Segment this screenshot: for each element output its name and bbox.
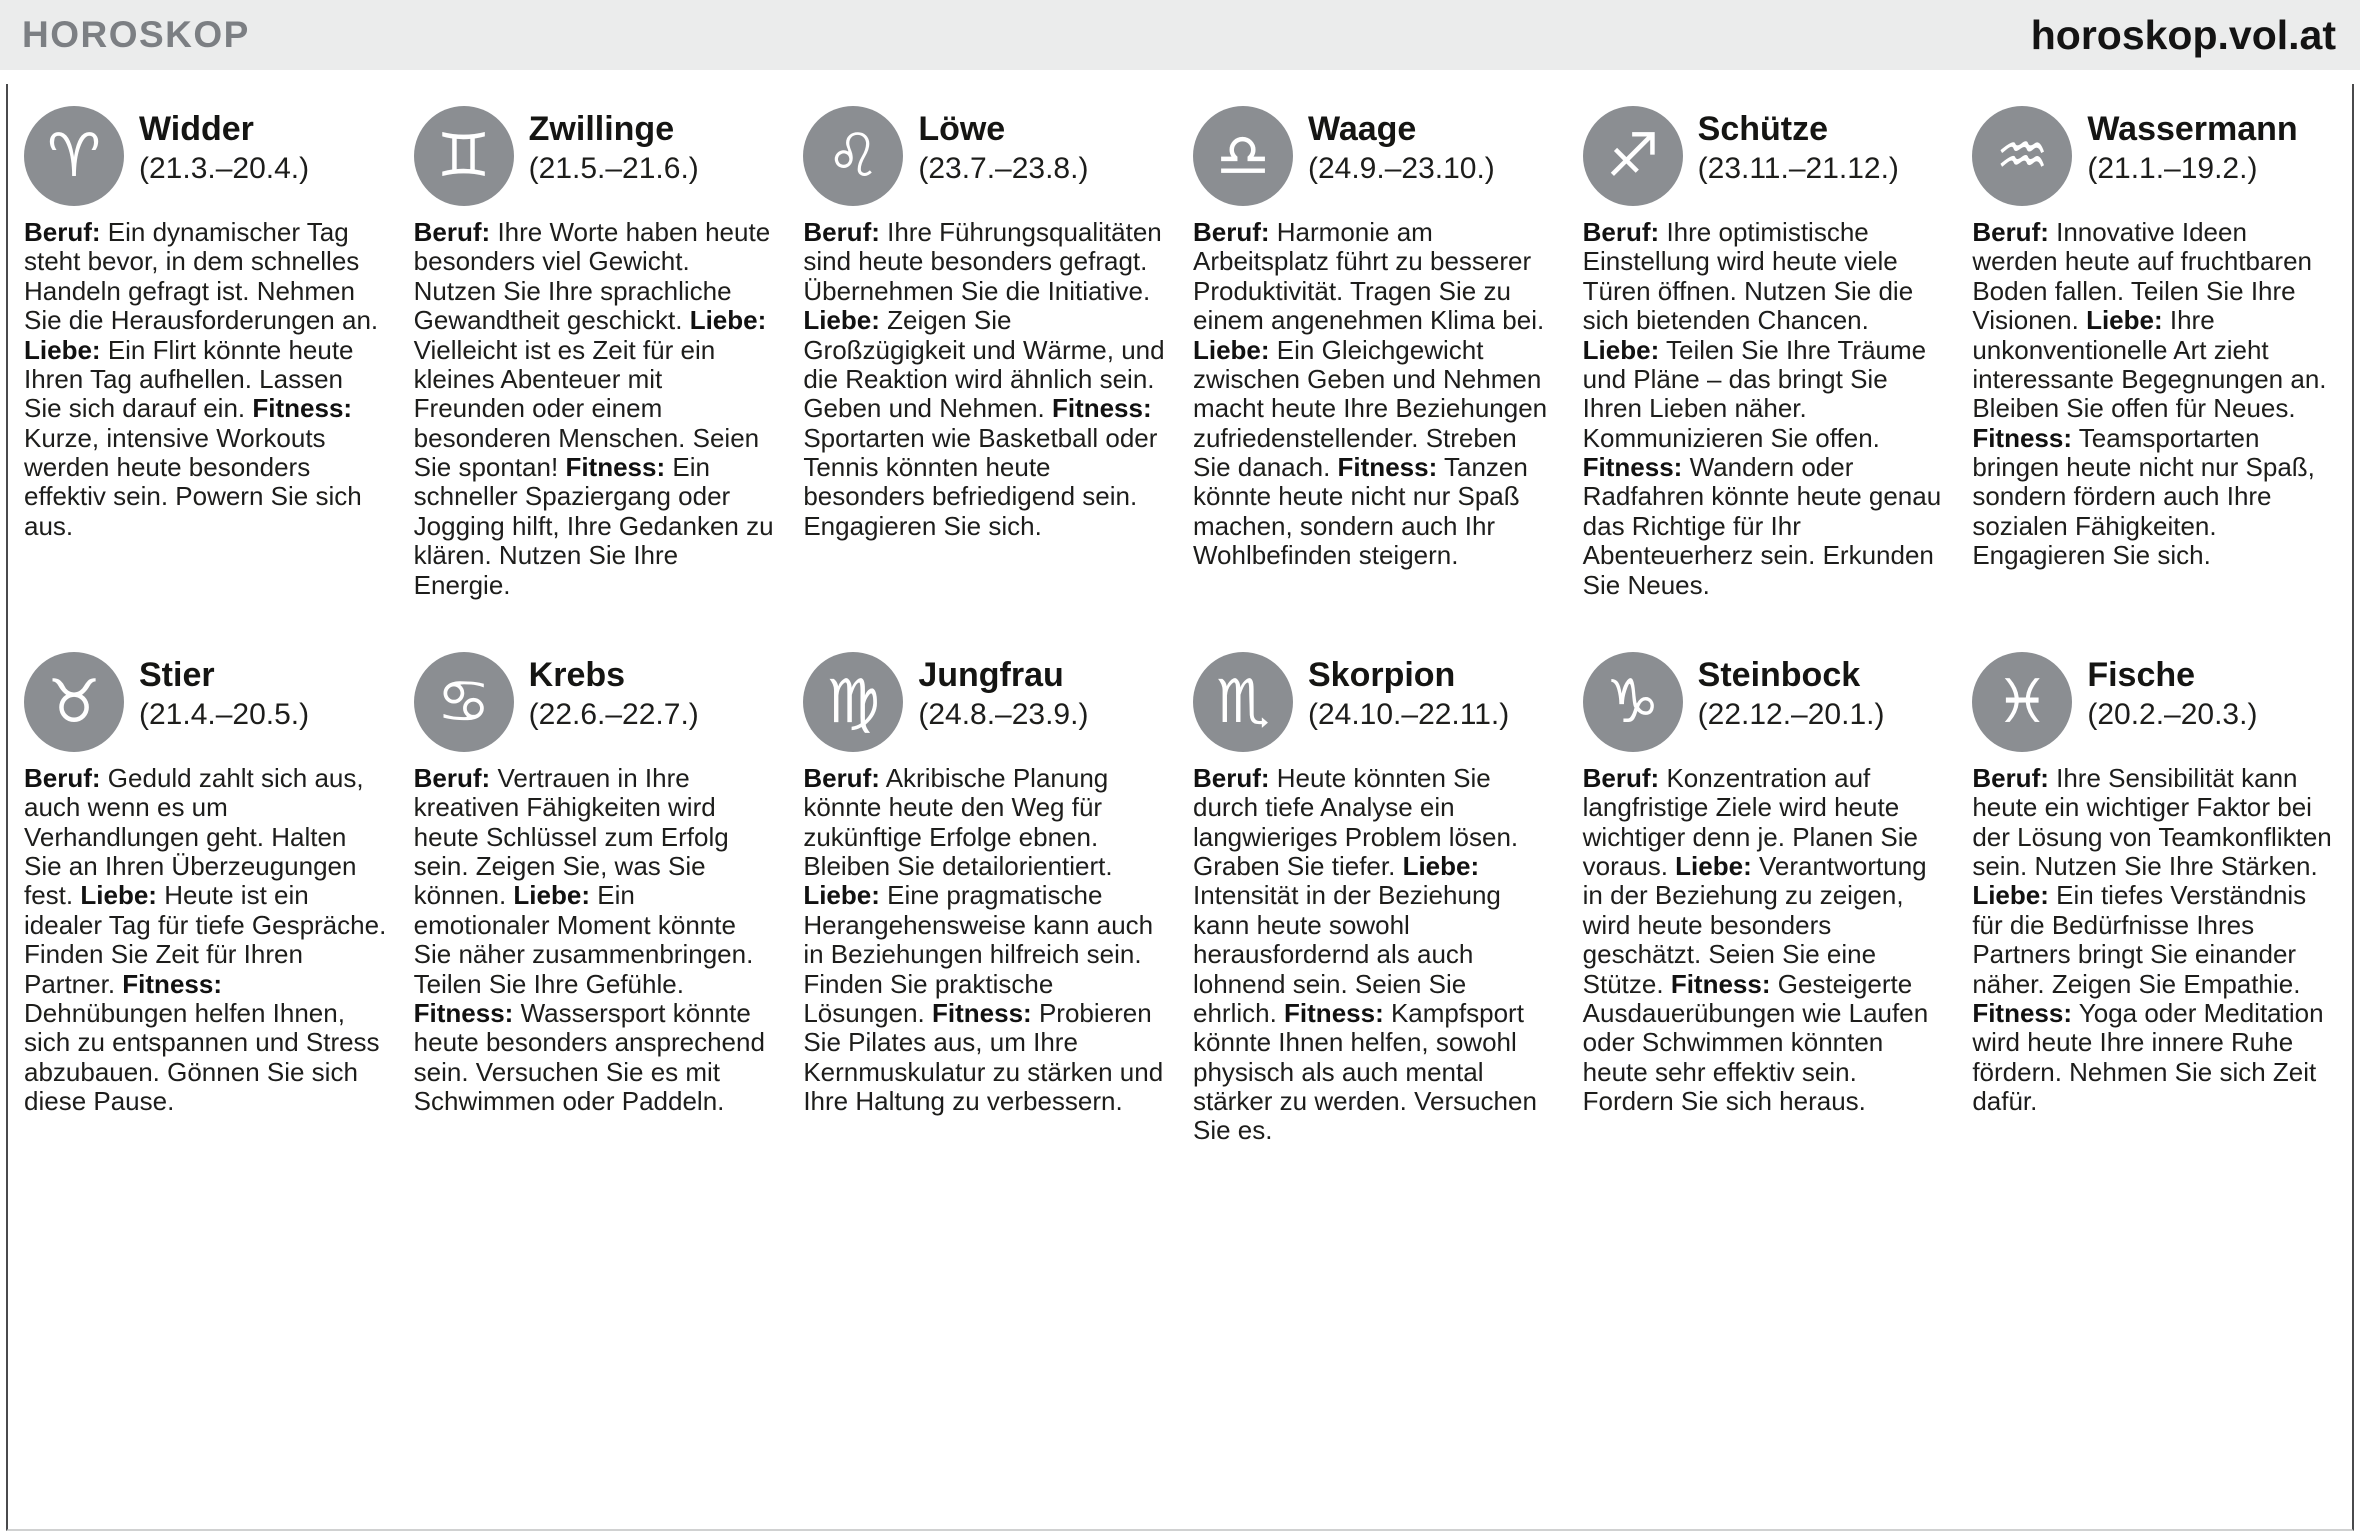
krebs-icon: ♋	[414, 652, 514, 752]
liebe-label: Liebe:	[1192, 334, 1270, 365]
liebe-text: Eine pragmatische Herangehensweise kann auch in Beziehungen hilfreich sein. Finden Sie praktische Lösungen.	[803, 880, 1154, 1028]
beruf-label: Beruf:	[413, 217, 491, 247]
liebe-text: Teilen Sie Ihre Träume und Pläne – das bringt Sie Ihren Lieben näher. Kommunizieren Sie offen.	[1582, 334, 1927, 453]
fitness-label: Fitness:	[1972, 997, 2073, 1028]
liebe-text: Intensität in der Beziehung kann heute sowohl herausfordernd als auch lohnend sein. Seien Sie ehrlich.	[1192, 880, 1501, 1028]
sign-name: Waage	[1307, 110, 1417, 148]
fitness-text: Gesteigerte Ausdauerübungen wie Laufen oder Schwimmen könnten heute sehr effektiv sein. Fordern Sie sich heraus.	[1582, 968, 1929, 1116]
page-title: HOROSKOP	[22, 14, 250, 55]
wassermann-icon: ♒	[1972, 106, 2072, 206]
sign-text	[1972, 218, 2336, 571]
fitness-label: Fitness:	[1284, 997, 1384, 1028]
sign-name: Fische	[2087, 655, 2196, 694]
sign-title-block	[1308, 106, 1495, 186]
liebe-label: Liebe:	[24, 334, 101, 365]
sign-card-header	[1193, 106, 1557, 206]
beruf-text: Konzentration auf langfristige Ziele wird heute wichtiger denn je. Planen Sie voraus.	[1582, 762, 1918, 881]
liebe-text: Ein emotionaler Moment könnte Sie näher zusammenbringen. Teilen Sie Ihre Gefühle.	[413, 880, 754, 999]
beruf-text: Innovative Ideen werden heute auf fruchtbaren Boden fallen. Teilen Sie Ihre Visionen.	[1972, 217, 2313, 336]
fitness-text: Wassersport könnte heute besonders ansprechend sein. Versuchen Sie es mit Schwimmen oder Paddeln.	[413, 997, 765, 1116]
fitness-text: Probieren Sie Pilates aus, um Ihre Kernmuskulatur zu stärken und Ihre Haltung zu verbessern.	[803, 997, 1164, 1116]
liebe-text: Ihre unkonventionelle Art zieht interessante Begegnungen an. Bleiben Sie offen für Neues.	[1972, 305, 2327, 424]
fitness-text: Yoga oder Meditation wird heute Ihre innere Ruhe fördern. Nehmen Sie sich Zeit dafür.	[1972, 997, 2324, 1116]
sign-name: Stier	[139, 655, 215, 694]
sign-card-krebs	[414, 652, 778, 1146]
sign-card-widder	[24, 106, 388, 600]
sign-title-block	[918, 652, 1088, 732]
beruf-text: Heute könnten Sie durch tiefe Analyse ein langwieriges Problem lösen. Graben Sie tiefer.	[1192, 762, 1519, 881]
sign-date-range: (24.10.–22.11.)	[1307, 697, 1510, 731]
beruf-text: Ein dynamischer Tag steht bevor, in dem schnelles Handeln gefragt ist. Nehmen Sie die Herausforderungen an.	[24, 217, 379, 336]
loewe-icon: ♌	[803, 106, 903, 206]
sign-title-block	[918, 106, 1088, 186]
sign-text	[1193, 764, 1557, 1146]
beruf-label: Beruf:	[1972, 217, 2049, 247]
site-link[interactable]: horoskop.vol.at	[2030, 11, 2336, 58]
sign-title-block	[1308, 652, 1509, 732]
liebe-text: Ein tiefes Verständnis für die Bedürfnisse Ihres Partners bringt Sie einander näher. Zeigen Sie Empathie.	[1972, 880, 2307, 999]
sign-name: Wassermann	[2087, 110, 2298, 148]
liebe-label: Liebe:	[689, 305, 767, 336]
beruf-label: Beruf:	[24, 762, 101, 793]
sign-title-block	[2087, 652, 2257, 732]
sign-card-header	[414, 106, 778, 206]
sign-name: Krebs	[528, 655, 626, 694]
schuetze-icon: ♐	[1583, 106, 1683, 206]
beruf-label: Beruf:	[803, 217, 880, 247]
fitness-text: Ein schneller Spaziergang oder Jogging hilft, Ihre Gedanken zu klären. Nutzen Sie Ihre Energie.	[413, 452, 774, 600]
sign-card-jungfrau	[803, 652, 1167, 1146]
fitness-label: Fitness:	[252, 393, 353, 424]
liebe-text: Verantwortung in der Beziehung zu zeigen, wird heute besonders geschätzt. Seien Sie eine Stütze.	[1582, 851, 1927, 999]
beruf-text: Vertrauen in Ihre kreativen Fähigkeiten wird heute Schlüssel zum Erfolg sein. Zeigen Sie, was Sie können.	[413, 762, 729, 911]
sign-text	[803, 764, 1167, 1117]
beruf-label: Beruf:	[24, 217, 101, 247]
sign-text	[24, 764, 388, 1117]
sign-title-block	[529, 106, 699, 186]
horoscope-frame	[6, 84, 2354, 1531]
sign-name: Skorpion	[1307, 655, 1456, 694]
sign-text	[1972, 764, 2336, 1117]
sign-date-range: (21.4.–20.5.)	[139, 697, 310, 731]
sign-card-header	[24, 106, 388, 206]
beruf-text: Geduld zahlt sich aus, auch wenn es um Verhandlungen geht. Halten Sie an Ihren Überzeugungen fest.	[24, 762, 364, 911]
fitness-text: Wandern oder Radfahren könnte heute genau das Richtige für Ihr Abenteuerherz sein. Erkunden Sie Neues.	[1582, 452, 1942, 600]
sign-card-header	[1193, 652, 1557, 752]
sign-card-header	[1583, 106, 1947, 206]
sign-name: Steinbock	[1697, 655, 1861, 694]
sign-card-stier	[24, 652, 388, 1146]
skorpion-icon: ♏	[1193, 652, 1293, 752]
beruf-text: Ihre Führungsqualitäten sind heute besonders gefragt. Übernehmen Sie die Initiative.	[803, 217, 1162, 306]
liebe-label: Liebe:	[2086, 305, 2163, 336]
sign-date-range: (22.12.–20.1.)	[1697, 697, 1885, 731]
sign-name: Löwe	[918, 110, 1006, 148]
sign-date-range: (22.6.–22.7.)	[528, 697, 699, 731]
sign-card-schuetze	[1583, 106, 1947, 600]
beruf-text: Ihre optimistische Einstellung wird heute viele Türen öffnen. Nutzen Sie die sich bietenden Chancen.	[1582, 217, 1914, 336]
sign-text	[1583, 218, 1947, 600]
sign-grid	[8, 84, 2352, 1146]
stier-icon: ♉	[24, 652, 124, 752]
beruf-label: Beruf:	[803, 762, 880, 793]
sign-title-block	[2087, 106, 2297, 186]
sign-text	[1193, 218, 1557, 571]
sign-title-block	[139, 106, 309, 186]
sign-card-header	[414, 652, 778, 752]
sign-date-range: (21.1.–19.2.)	[2087, 151, 2258, 185]
sign-card-header	[1972, 106, 2336, 206]
fitness-label: Fitness:	[122, 968, 222, 999]
sign-title-block	[1698, 106, 1899, 186]
sign-name: Widder	[139, 110, 254, 148]
beruf-label: Beruf:	[1582, 217, 1660, 247]
fitness-text: Tanzen könnte heute nicht nur Spaß machen, sondern auch Ihr Wohlbefinden steigern.	[1192, 452, 1528, 571]
liebe-text: Heute ist ein idealer Tag für tiefe Gespräche. Finden Sie Zeit für Ihren Partner.	[24, 880, 387, 999]
liebe-label: Liebe:	[803, 880, 880, 911]
liebe-label: Liebe:	[1972, 880, 2049, 911]
fitness-label: Fitness:	[565, 452, 666, 482]
sign-card-header	[803, 652, 1167, 752]
sign-title-block	[529, 652, 699, 732]
steinbock-icon: ♑	[1583, 652, 1683, 752]
sign-text	[414, 764, 778, 1117]
beruf-label: Beruf:	[1192, 762, 1270, 793]
sign-title-block	[1698, 652, 1885, 732]
sign-date-range: (20.2.–20.3.)	[2087, 697, 2258, 731]
sign-card-steinbock	[1583, 652, 1947, 1146]
beruf-label: Beruf:	[1582, 762, 1660, 793]
sign-date-range: (23.11.–21.12.)	[1697, 151, 1899, 185]
liebe-label: Liebe:	[513, 880, 590, 911]
fitness-label: Fitness:	[1051, 393, 1152, 424]
fitness-text: Dehnübungen helfen Ihnen, sich zu entspannen und Stress abzubauen. Gönnen Sie sich diese Pause.	[24, 997, 380, 1116]
sign-name: Jungfrau	[918, 655, 1064, 694]
sign-text	[803, 218, 1167, 541]
jungfrau-icon: ♍	[803, 652, 903, 752]
sign-card-loewe	[803, 106, 1167, 600]
liebe-label: Liebe:	[1582, 334, 1660, 365]
liebe-label: Liebe:	[1675, 851, 1752, 881]
sign-text	[24, 218, 388, 541]
beruf-label: Beruf:	[1192, 217, 1270, 247]
sign-title-block	[139, 652, 309, 732]
fitness-text: Teamsportarten bringen heute nicht nur Spaß, sondern fördern auch Ihre sozialen Fähigkeiten. Engagieren Sie sich.	[1972, 422, 2315, 571]
fitness-label: Fitness:	[1670, 968, 1771, 999]
fitness-label: Fitness:	[1582, 452, 1683, 482]
sign-card-zwillinge	[414, 106, 778, 600]
liebe-text: Vielleicht ist es Zeit für ein kleines Abenteuer mit Freunden oder einem besonderen Menschen. Seien Sie spontan!	[413, 334, 760, 482]
sign-date-range: (23.7.–23.8.)	[918, 151, 1089, 185]
zwillinge-icon: ♊	[414, 106, 514, 206]
beruf-label: Beruf:	[413, 762, 491, 793]
sign-card-waage	[1193, 106, 1557, 600]
beruf-text: Harmonie am Arbeitsplatz führt zu besserer Produktivität. Tragen Sie zu einem angenehmen Klima bei.	[1192, 217, 1545, 336]
fitness-text: Kampfsport könnte Ihnen helfen, sowohl physisch als auch mental stärker zu werden. Versuchen Sie es.	[1192, 997, 1537, 1146]
widder-icon: ♈	[24, 106, 124, 206]
liebe-label: Liebe:	[803, 305, 880, 336]
sign-date-range: (21.5.–21.6.)	[528, 151, 699, 185]
beruf-text: Akribische Planung könnte heute den Weg für zukünftige Erfolge ebnen. Bleiben Sie detailorientiert.	[803, 762, 1113, 881]
liebe-text: Ein Gleichgewicht zwischen Geben und Nehmen macht heute Ihre Beziehungen zufriedenstellender. Streben Sie danach.	[1192, 334, 1548, 482]
page-header	[0, 0, 2360, 70]
sign-card-header	[1583, 652, 1947, 752]
sign-date-range: (24.8.–23.9.)	[918, 697, 1089, 731]
sign-name: Schütze	[1697, 110, 1829, 148]
sign-name: Zwillinge	[528, 110, 675, 148]
beruf-text: Ihre Worte haben heute besonders viel Gewicht. Nutzen Sie Ihre sprachliche Gewandtheit geschickt.	[413, 217, 771, 336]
sign-card-wassermann	[1972, 106, 2336, 600]
sign-date-range: (24.9.–23.10.)	[1307, 151, 1495, 185]
sign-card-header	[24, 652, 388, 752]
sign-card-header	[1972, 652, 2336, 752]
sign-text	[1583, 764, 1947, 1117]
liebe-text: Ein Flirt könnte heute Ihren Tag aufhellen. Lassen Sie sich darauf ein.	[24, 334, 354, 424]
fitness-label: Fitness:	[1337, 452, 1438, 482]
beruf-text: Ihre Sensibilität kann heute ein wichtiger Faktor bei der Lösung von Teamkonflikten sein. Nutzen Sie Ihre Stärken.	[1972, 762, 2332, 881]
fitness-label: Fitness:	[1972, 422, 2073, 453]
beruf-label: Beruf:	[1972, 762, 2049, 793]
liebe-label: Liebe:	[1402, 851, 1480, 881]
sign-text	[414, 218, 778, 600]
fitness-text: Sportarten wie Basketball oder Tennis könnten heute besonders befriedigend sein. Engagieren Sie sich.	[803, 422, 1158, 541]
liebe-text: Zeigen Sie Großzügigkeit und Wärme, und die Reaktion wird ähnlich sein. Geben und Nehmen.	[803, 305, 1165, 424]
fitness-label: Fitness:	[413, 997, 514, 1028]
waage-icon: ♎	[1193, 106, 1293, 206]
sign-date-range: (21.3.–20.4.)	[139, 151, 310, 185]
fische-icon: ♓	[1972, 652, 2072, 752]
fitness-text: Kurze, intensive Workouts werden heute besonders effektiv sein. Powern Sie sich aus.	[24, 422, 362, 541]
sign-card-fische	[1972, 652, 2336, 1146]
sign-card-skorpion	[1193, 652, 1557, 1146]
sign-card-header	[803, 106, 1167, 206]
liebe-label: Liebe:	[80, 880, 157, 911]
fitness-label: Fitness:	[932, 997, 1032, 1028]
